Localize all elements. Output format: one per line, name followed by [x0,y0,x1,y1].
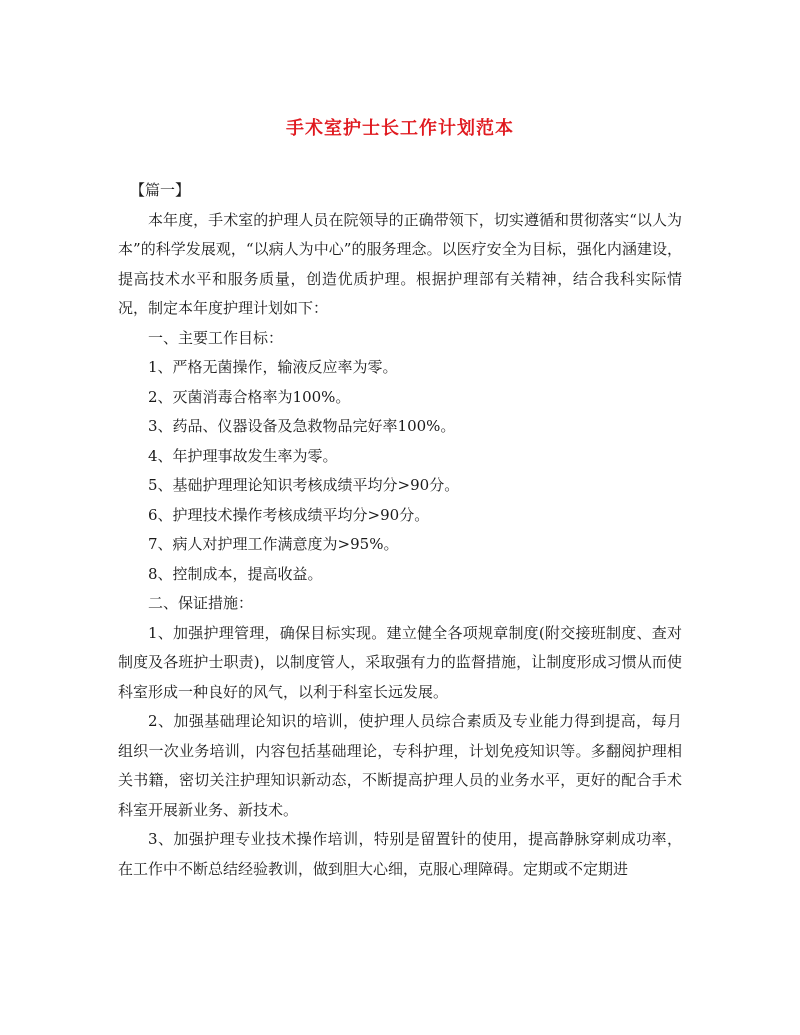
heading-main-goals: 一、主要工作目标： [148,328,284,347]
measure-item-2: 2、加强基础理论知识的培训，使护理人员综合素质及专业能力得到提高，每月组织一次业务培训，内容包括基础理论，专科护理，计划免疫知识等。多翻阅护理相关书籍，密切关注护理知识新动态，不断提高护理人员的业务水平，更好的配合手术科室开展新业务、新技术。 [118,712,682,819]
goal-item-5: 5、基础护理理论知识考核成绩平均分>90分。 [148,476,460,494]
measure-item-1: 1、加强护理管理，确保目标实现。建立健全各项规章制度(附交接班制度、查对制度及各班护士职责)，以制度管人，采取强有力的监督措施，让制度形成习惯从而使科室形成一种良好的风气，以利于科室长远发展。 [118,623,682,701]
paragraph-intro: 本年度，手术室的护理人员在院领导的正确带领下，切实遵循和贯彻落实“以人为本”的科学发展观，“以病人为中心”的服务理念。以医疗安全为目标，强化内涵建设，提高技术水平和服务质量，创造优质护理。根据护理部有关精神，结合我科实际情况，制定本年度护理计划如下： [118,210,682,317]
goal-item-1: 1、严格无菌操作，输液反应率为零。 [148,358,398,376]
goal-item-7: 7、病人对护理工作满意度为>95%。 [148,535,399,553]
document-body [118,176,682,884]
goal-item-4: 4、年护理事故发生率为零。 [148,446,338,465]
document-title: 手术室护士长工作计划范本 [286,118,514,139]
measure-item-3: 3、加强护理专业技术操作培训，特别是留置针的使用，提高静脉穿刺成功率，在工作中不断总结经验教训，做到胆大心细，克服心理障碍。定期或不定期进 [118,830,682,878]
section-label: 【篇一】 [130,181,191,199]
goal-item-3: 3、药品、仪器设备及急救物品完好率100%。 [148,417,456,435]
goal-item-2: 2、灭菌消毒合格率为100%。 [148,387,351,406]
goal-item-6: 6、护理技术操作考核成绩平均分>90分。 [148,505,430,524]
heading-measures: 二、保证措施： [148,594,254,612]
goal-item-8: 8、控制成本，提高收益。 [148,564,323,583]
